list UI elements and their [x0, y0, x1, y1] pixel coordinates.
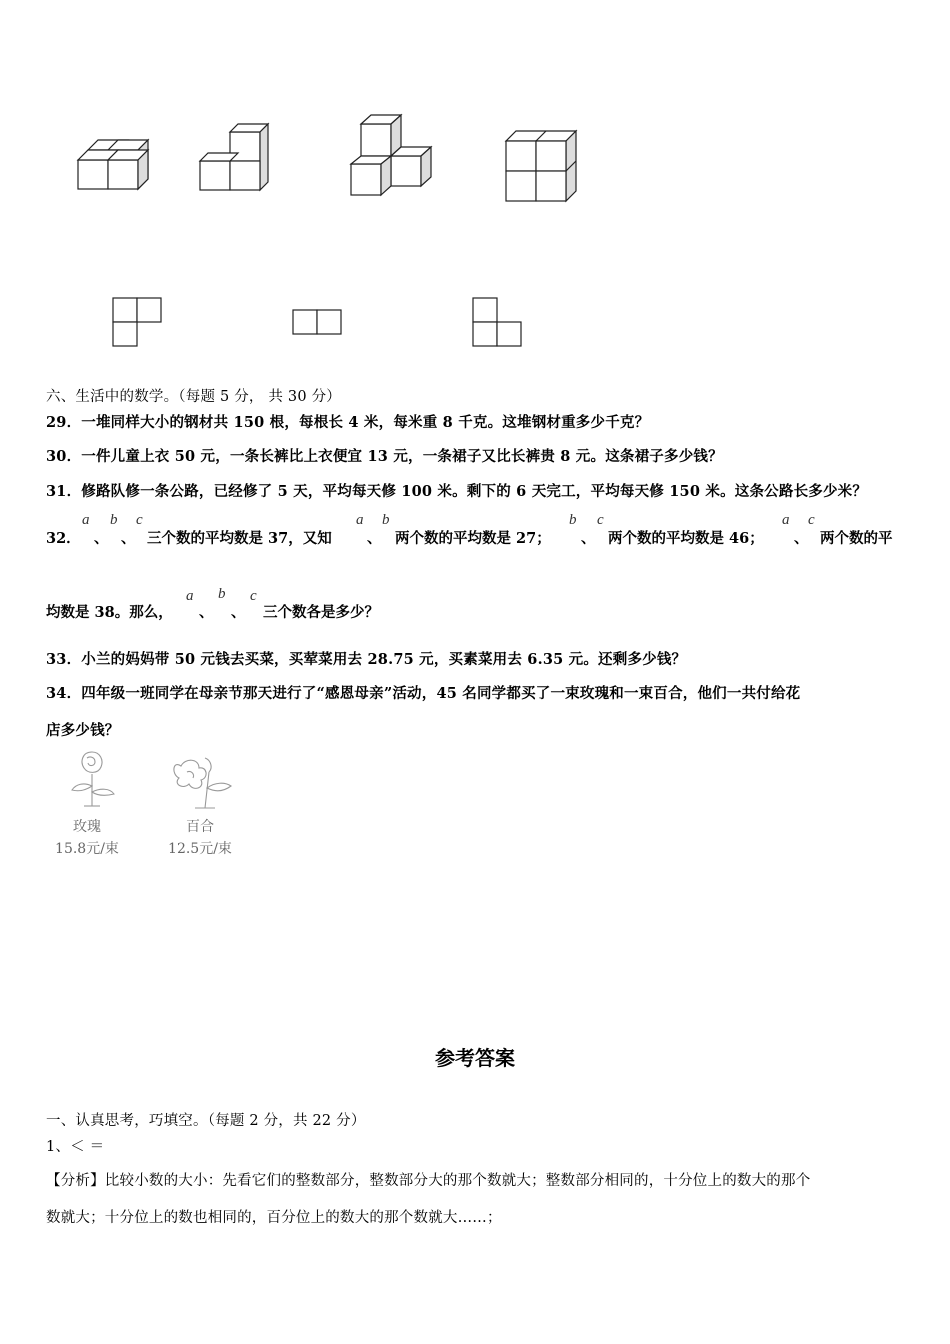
answers-section1-heading: 一、认真思考，巧填空。（每题 2 分，共 22 分） [46, 1113, 366, 1129]
q32-var-c: c [136, 512, 143, 528]
q32-number: 32． [46, 530, 81, 547]
question-29: 29．一堆同样大小的钢材共 150 根，每根长 4 米，每米重 8 千克。这堆钢材重多少千克？ [46, 414, 650, 431]
question-31: 31．修路队修一条公路，已经修了 5 天，平均每天修 100 米。剩下的 6 天完工，平均每天修 150 米。这条公路长多少米？ [46, 483, 868, 500]
q32-var-b: b [218, 586, 226, 602]
lily-name: 百合 [186, 819, 214, 835]
rose-name: 玫瑰 [73, 819, 101, 835]
answer-1: 1、＜ ＝ [46, 1139, 105, 1155]
rose-price: 15.8元/束 [55, 841, 119, 857]
view-figure-2 [290, 307, 350, 337]
q32-sep: 、 [581, 530, 596, 547]
question-34-line2: 店多少钱？ [46, 722, 120, 739]
rose-icon [62, 748, 122, 812]
lily-icon [165, 752, 237, 812]
q32-var-c: c [250, 588, 257, 604]
question-33: 33．小兰的妈妈带 50 元钱去买菜，买荤菜用去 28.75 元，买素菜用去 6.35 元。还剩多少钱？ [46, 651, 687, 668]
q32-text-4: 两个数的平 [820, 530, 893, 547]
q32-sep: 、 [231, 604, 246, 621]
cube-figure-3 [345, 110, 440, 200]
q32-sep: 、 [199, 604, 214, 621]
q32-sep: 、 [121, 530, 136, 547]
q32-var-b: b [110, 512, 118, 528]
question-34-line1: 34．四年级一班同学在母亲节那天进行了“感恩母亲”活动，45 名同学都买了一束玫瑰和一束百合，他们一共付给花 [46, 685, 801, 702]
q32-text-3: 两个数的平均数是 46； [608, 530, 764, 547]
question-30: 30．一件儿童上衣 50 元，一条长裤比上衣便宜 13 元，一条裙子又比长裤贵 8 元。这条裙子多少钱？ [46, 448, 723, 465]
q32-text-2: 两个数的平均数是 27； [395, 530, 551, 547]
q32-text-1: 三个数的平均数是 37，又知 [147, 530, 332, 547]
q32-sep: 、 [367, 530, 382, 547]
analysis-line2: 数就大；十分位上的数也相同的，百分位上的数大的那个数就大……； [46, 1210, 502, 1226]
q32-var-b: b [382, 512, 390, 528]
q32-line2-end: 三个数各是多少？ [263, 604, 379, 621]
q32-var-a: a [782, 512, 790, 528]
cube-figure-4 [500, 126, 590, 206]
view-figure-3 [470, 295, 530, 350]
section-six-heading: 六、生活中的数学。（每题 5 分， 共 30 分） [46, 389, 341, 405]
q32-line2-start: 均数是 38。那么， [46, 604, 173, 621]
q32-var-a: a [186, 588, 194, 604]
q32-var-c: c [808, 512, 815, 528]
lily-price: 12.5元/束 [168, 841, 232, 857]
q32-var-c: c [597, 512, 604, 528]
cube-figure-2 [192, 118, 282, 198]
q32-var-b: b [569, 512, 577, 528]
q32-sep: 、 [794, 530, 809, 547]
q32-sep: 、 [94, 530, 109, 547]
analysis-line1: 【分析】比较小数的大小：先看它们的整数部分，整数部分大的那个数就大；整数部分相同的，十分位上的数大的那个 [46, 1173, 811, 1189]
answers-title: 参考答案 [435, 1046, 515, 1070]
view-figure-1 [110, 295, 170, 350]
q32-var-a: a [356, 512, 364, 528]
cube-figure-1 [70, 130, 160, 200]
q32-var-a: a [82, 512, 90, 528]
